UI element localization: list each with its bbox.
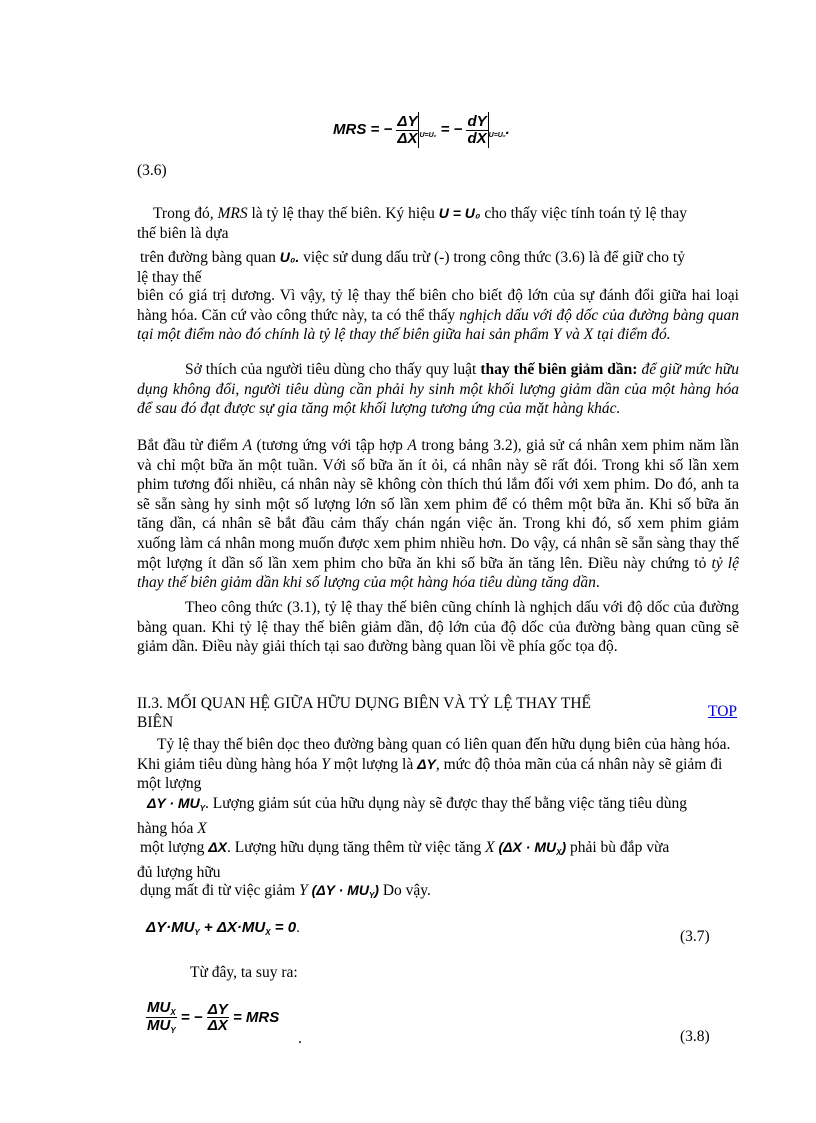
text: hàng hóa [137, 819, 198, 837]
eq-denominator: ΔX [397, 129, 418, 147]
eq-subscript-2: U=U₀ [488, 131, 506, 139]
text: ΔY·MU [146, 919, 195, 936]
text-italic: nghịch dấu với độ dốc của đường bàng quan tại một điểm nào đó chính là tỷ lệ thay thế biên giữa hai sản phẩm Y và X tại điểm đó. [137, 306, 739, 344]
text: X [170, 1008, 176, 1017]
eq-numerator [146, 1000, 177, 1018]
text: , mức độ thỏa mãn của cá nhân này sẽ giảm đi một lượng [137, 755, 723, 793]
text: X [556, 848, 562, 857]
eq-denominator [147, 1018, 176, 1035]
text: Trong đó, [153, 205, 218, 222]
text-italic: A [407, 437, 417, 454]
paragraph-8 [137, 794, 739, 838]
symbol-u0: U₀. [279, 249, 300, 265]
eq-rhs: MRS [245, 1008, 280, 1026]
eq-fraction-delta [207, 1002, 229, 1035]
text: Y [194, 928, 200, 937]
section-title-line-2: BIÊN [137, 714, 174, 731]
text: MU [147, 999, 171, 1016]
text-italic: X [197, 819, 207, 837]
equation-dot-3-8: . [298, 1030, 302, 1047]
text-mrs: MRS [217, 205, 248, 222]
paragraph-3 [137, 286, 739, 345]
equation-3-8 [146, 1000, 279, 1036]
eq-equals: = [180, 1008, 190, 1026]
eq-lhs: MRS [333, 120, 367, 138]
eq-fraction-derivative [466, 114, 487, 147]
text: . Lượng giảm sút của hữu dụng này sẽ được thay thế bằng việc tăng tiêu dùng [205, 795, 687, 812]
text: Tỷ lệ thay thế biên dọc theo đường bàng quan có liên quan đến hữu dụng biên của hàng hóa. Khi giảm tiêu dùng hàng hóa [137, 736, 731, 773]
equation-3-6 [333, 112, 510, 148]
text-italic: X [485, 839, 495, 856]
paragraph-10 [137, 881, 739, 906]
text: cho thấy việc tính toán tỷ lệ thay [480, 205, 688, 222]
paragraph-6 [137, 598, 739, 657]
text-italic: để giữ mức hữu dụng không đổi, người tiêu dùng cần phải hy sinh một khối lượng giảm dần của một hàng hóa để sau đó đạt được sự gia tăng một khối lượng tương ứng của mặt hàng khác. [137, 361, 739, 418]
section-title-line-1: II.3. MỐI QUAN HỆ GIỮA HỮU DỤNG BIÊN VÀ TỶ LỆ THAY THẾ [137, 695, 592, 712]
section-heading [137, 694, 591, 732]
text-italic: A [242, 437, 253, 454]
text: biên có giá trị dương. Vì vậy, tỷ lệ thay thế biên cho biết độ lớn của sự đánh đổi giữa hai loại hàng hóa. Căn cứ vào công thức này, ta có thể thấy [137, 287, 739, 324]
eq-denominator-2: ΔX [207, 1017, 228, 1035]
eq-equals: = [370, 120, 380, 138]
text: ΔY · MU [147, 795, 200, 811]
symbol-u-equals-u0: U = U₀ [438, 205, 481, 221]
eq-minus: − [383, 120, 393, 138]
equation-3-7 [146, 919, 300, 937]
text: = 0 [270, 919, 297, 936]
text: Do vậy. [378, 882, 431, 899]
text: Bắt đầu từ điểm [137, 437, 243, 454]
eq-fraction-mu [146, 1000, 177, 1036]
eq-subscript: U=U₀ [419, 131, 437, 139]
text: phải bù đắp vừa [566, 839, 670, 856]
text: thế biên là dựa [137, 224, 229, 242]
text: (ΔY · MU [311, 882, 369, 898]
paragraph-1 [137, 204, 739, 243]
text: trong bảng 3.2), giả sử cá nhân xem phim năm lần và chỉ một bữa ăn một tuần. Với số bữa ăn ít ỏi, cá nhân này sẽ rất đói. Trong khi số lần xem phim tương đối nhiều, cá nhân này sẽ không còn thích thú lắm đối với xem phim. Do đó, anh ta sẽ sẵn sàng hy sinh một số lượng lớn số lần xem phim để có thêm một bữa ăn. Khi số bữa ăn tăng dần, cá nhân sẽ bắt đầu cảm thấy chán ngán việc ăn. Trong khi đó, số xem phim giảm xuống làm cá nhân mong muốn được xem phim nhiều hơn. Do vậy, cá nhân sẽ sẵn sàng thay thế một lượng ít dần số lần xem phim cho bữa ăn khi số bữa ăn tăng lên. Điều này chứng tỏ [137, 437, 739, 572]
text: việc sử dung dấu trừ (-) trong công thức (3.6) là để giữ cho tỷ [299, 249, 685, 266]
text: MU [147, 1017, 171, 1035]
text: Y [170, 1026, 176, 1036]
text: ) [374, 882, 379, 898]
text: (tương ứng với tập hợp [252, 437, 408, 454]
text: Y [199, 804, 206, 813]
text: Sở thích của người tiêu dùng cho thấy quy luật [185, 361, 481, 378]
paragraph-5 [137, 436, 739, 593]
text: lệ thay thế [137, 268, 202, 286]
eq-equals-2: = [232, 1008, 242, 1026]
equation-label-3-7: (3.7) [680, 928, 710, 945]
paragraph-11: Từ đây, ta suy ra: [190, 964, 298, 981]
eq-denominator-2: dX [467, 129, 487, 147]
text-italic: Y [321, 755, 330, 773]
text: dụng mất đi từ việc giảm [140, 882, 300, 899]
equation-label-3-8: (3.8) [680, 1028, 710, 1045]
top-link[interactable]: TOP [708, 703, 738, 720]
text: + ΔX·MU [199, 919, 266, 936]
symbol-delta-y: ΔY [417, 755, 436, 772]
text: Y [368, 891, 375, 900]
text: . [595, 574, 600, 592]
text: là tỷ lệ thay thế biên. Ký hiệu [247, 205, 439, 222]
eq-numerator: ΔY [397, 112, 418, 130]
eq-equals-2: = [440, 120, 450, 138]
eq-end: . [505, 120, 510, 138]
text-italic: tỷ lệ thay thế biên giảm dần khi số lượng của một hàng hóa tiêu dùng tăng dần [137, 554, 739, 592]
symbol-delta-x-mu-x [498, 839, 566, 855]
text: (ΔX · MU [498, 839, 557, 855]
text-italic: Y [299, 882, 308, 899]
eq-minus-2: − [453, 120, 463, 138]
symbol-delta-y-mu-y-paren [312, 882, 379, 898]
text: Theo công thức (3.1), tỷ lệ thay thế biên cũng chính là nghịch dấu với độ dốc của đường bàng quan. Khi tỷ lệ thay thế biên giảm dần, độ lớn của độ dốc của đường bàng quan cũng sẽ giảm dần. Điều này giải thích tại sao đường bàng quan lồi về phía gốc tọa độ. [137, 599, 739, 656]
eq-minus: − [193, 1008, 203, 1026]
text: một lượng [140, 839, 209, 856]
text: X [265, 928, 271, 937]
symbol-delta-x: ΔX [208, 839, 228, 855]
paragraph-4 [137, 360, 739, 419]
eq-numerator-2: ΔY [207, 1000, 228, 1018]
paragraph-9 [137, 838, 739, 882]
text-bold: thay thế biên giảm dần: [480, 361, 638, 378]
text: một lượng là [329, 755, 418, 773]
eq-fraction-delta [396, 114, 418, 147]
paragraph-2 [137, 248, 739, 287]
paragraph-7 [137, 735, 739, 794]
text: đủ lượng hữu [137, 863, 221, 881]
text: . Lượng hữu dụng tăng thêm từ việc tăng [227, 839, 486, 856]
symbol-delta-y-mu-y [137, 795, 205, 811]
text: ) [561, 839, 567, 855]
text: trên đường bàng quan [140, 249, 280, 266]
text: . [296, 919, 301, 936]
equation-label-3-6: (3.6) [137, 162, 167, 179]
eq-numerator-2: dY [467, 112, 487, 130]
